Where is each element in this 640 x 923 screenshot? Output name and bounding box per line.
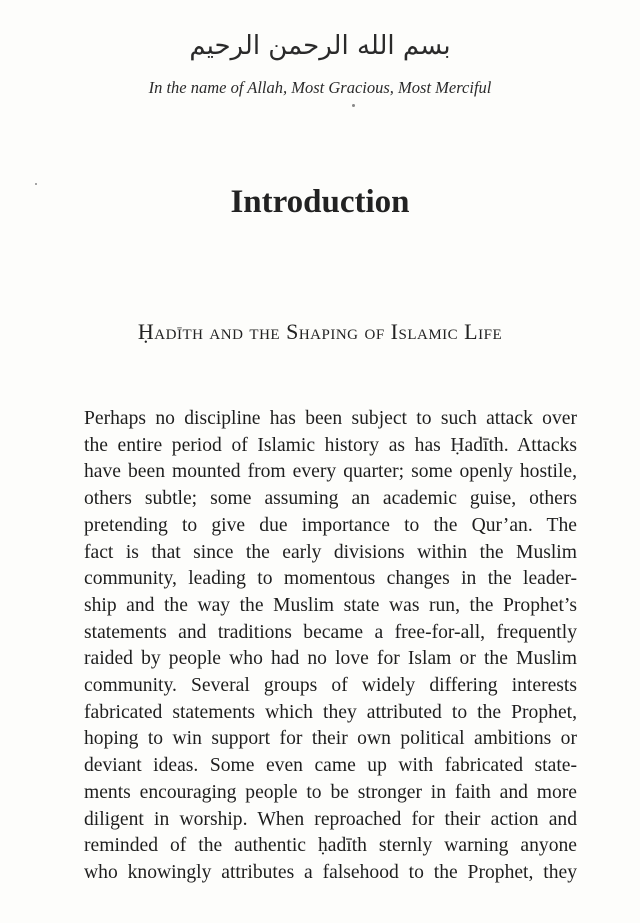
paragraph-line: fabricated statements which they attributed to the Prophet,	[84, 701, 577, 723]
chapter-title: Introduction	[230, 184, 410, 220]
paragraph-line: diligent in worship. When reproached for their action and	[84, 808, 577, 830]
paragraph-line: statements and traditions became a free-for-all, frequently	[84, 621, 577, 643]
paragraph-line: pretending to give due importance to the Qur’an. The	[84, 514, 577, 536]
paragraph-line: fact is that since the early divisions within the Muslim	[84, 541, 577, 563]
print-speck	[352, 104, 355, 107]
paragraph-line: hoping to win support for their own political ambitions or	[84, 728, 577, 750]
paragraph-line: have been mounted from every quarter; some openly hostile,	[84, 461, 577, 483]
paragraph-line: ship and the way the Muslim state was run, the Prophet’s	[84, 594, 577, 616]
paragraph-line: community, leading to momentous changes in the leader-	[84, 568, 577, 590]
print-speck	[35, 183, 37, 185]
basmala-calligraphy: بسم الله الرحمن الرحيم	[189, 31, 451, 61]
paragraph-line: others subtle; some assuming an academic guise, others	[84, 488, 577, 510]
paragraph-line: ments encouraging people to be stronger in faith and more	[84, 781, 577, 803]
paragraph-line: community. Several groups of widely differing interests	[84, 675, 577, 697]
paragraph-line: Perhaps no discipline has been subject to such attack over	[84, 408, 577, 429]
paragraph-line: deviant ideas. Some even came up with fabricated state-	[84, 755, 577, 777]
paragraph-line: raided by people who had no love for Islam or the Muslim	[84, 648, 577, 670]
body-paragraph	[84, 406, 577, 887]
paragraph-line: who knowingly attributes a falsehood to the Prophet, they	[84, 861, 577, 883]
section-heading: Ḥadīth and the Shaping of Islamic Life	[137, 319, 503, 344]
paragraph-line: reminded of the authentic ḥadīth sternly warning anyone	[84, 835, 577, 857]
basmala-translation: In the name of Allah, Most Gracious, Most Merciful	[148, 78, 492, 97]
paragraph-line: the entire period of Islamic history as has Ḥadīth. Attacks	[84, 434, 577, 456]
